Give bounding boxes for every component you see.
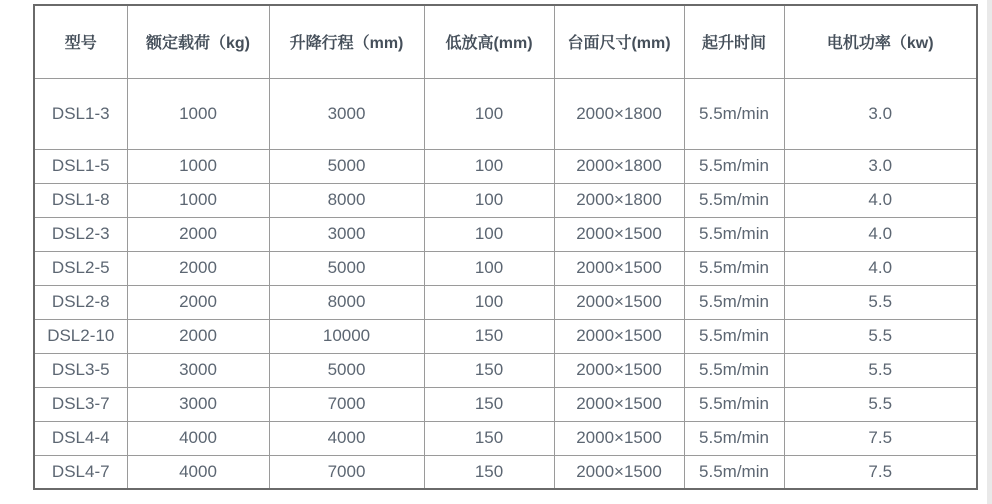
cell-rated-load: 3000 [127,353,269,387]
cell-model: DSL1-8 [34,183,127,217]
table-row [34,78,977,149]
table-header [34,5,977,78]
cell-rated-load: 1000 [127,183,269,217]
cell-motor-power: 4.0 [784,183,977,217]
cell-platform-size: 2000×1500 [554,353,684,387]
cell-platform-size: 2000×1500 [554,251,684,285]
column-header-platform-size: 台面尺寸(mm) [554,5,684,78]
table-row [34,421,977,455]
cell-lowered-height: 150 [424,455,554,489]
cell-model: DSL1-3 [34,78,127,149]
cell-lift-time: 5.5m/min [684,421,784,455]
cell-lift-time: 5.5m/min [684,353,784,387]
cell-platform-size: 2000×1800 [554,78,684,149]
cell-lift-time: 5.5m/min [684,149,784,183]
cell-model: DSL4-7 [34,455,127,489]
table-row [34,285,977,319]
cell-lift-stroke: 3000 [269,78,424,149]
cell-platform-size: 2000×1500 [554,285,684,319]
cell-lowered-height: 150 [424,353,554,387]
cell-platform-size: 2000×1800 [554,149,684,183]
cell-motor-power: 5.5 [784,353,977,387]
table-row [34,183,977,217]
cell-platform-size: 2000×1500 [554,217,684,251]
table-row [34,251,977,285]
cell-motor-power: 4.0 [784,217,977,251]
column-header-rated-load: 额定载荷（kg) [127,5,269,78]
cell-lift-time: 5.5m/min [684,183,784,217]
cell-lift-stroke: 3000 [269,217,424,251]
cell-lowered-height: 100 [424,217,554,251]
cell-model: DSL3-7 [34,387,127,421]
lift-platform-spec-table [33,4,978,490]
cell-model: DSL2-3 [34,217,127,251]
cell-lowered-height: 150 [424,319,554,353]
cell-platform-size: 2000×1500 [554,387,684,421]
cell-model: DSL1-5 [34,149,127,183]
table-row [34,353,977,387]
table-row [34,455,977,489]
cell-lift-stroke: 5000 [269,251,424,285]
cell-lowered-height: 100 [424,285,554,319]
cell-motor-power: 5.5 [784,387,977,421]
cell-lift-stroke: 8000 [269,285,424,319]
cell-lift-stroke: 5000 [269,353,424,387]
column-header-lowered-height: 低放高(mm) [424,5,554,78]
cell-lowered-height: 100 [424,78,554,149]
cell-lift-time: 5.5m/min [684,251,784,285]
cell-lift-stroke: 7000 [269,387,424,421]
cell-rated-load: 1000 [127,149,269,183]
cell-rated-load: 2000 [127,217,269,251]
cell-lift-time: 5.5m/min [684,78,784,149]
cell-rated-load: 3000 [127,387,269,421]
cell-platform-size: 2000×1500 [554,455,684,489]
cell-motor-power: 7.5 [784,421,977,455]
cell-platform-size: 2000×1500 [554,319,684,353]
cell-motor-power: 3.0 [784,149,977,183]
cell-rated-load: 2000 [127,251,269,285]
table-row [34,387,977,421]
cell-lift-stroke: 8000 [269,183,424,217]
cell-model: DSL2-10 [34,319,127,353]
cell-model: DSL3-5 [34,353,127,387]
cell-rated-load: 4000 [127,455,269,489]
table-row [34,149,977,183]
cell-platform-size: 2000×1500 [554,421,684,455]
cell-lift-time: 5.5m/min [684,217,784,251]
cell-lowered-height: 100 [424,251,554,285]
cell-motor-power: 5.5 [784,285,977,319]
cell-rated-load: 1000 [127,78,269,149]
cell-model: DSL2-8 [34,285,127,319]
cell-rated-load: 2000 [127,285,269,319]
cell-motor-power: 5.5 [784,319,977,353]
cell-platform-size: 2000×1800 [554,183,684,217]
table-row [34,319,977,353]
table-body [34,78,977,489]
cell-lowered-height: 100 [424,183,554,217]
cell-lift-time: 5.5m/min [684,285,784,319]
cell-model: DSL2-5 [34,251,127,285]
column-header-lift-time: 起升时间 [684,5,784,78]
column-header-motor-power: 电机功率（kw) [784,5,977,78]
cell-rated-load: 4000 [127,421,269,455]
cell-lift-time: 5.5m/min [684,455,784,489]
column-header-lift-stroke: 升降行程（mm) [269,5,424,78]
cell-lowered-height: 150 [424,387,554,421]
column-header-model: 型号 [34,5,127,78]
cell-model: DSL4-4 [34,421,127,455]
cell-motor-power: 3.0 [784,78,977,149]
header-row [34,5,977,78]
table-row [34,217,977,251]
cell-lift-stroke: 5000 [269,149,424,183]
page-edge-strip [987,0,992,504]
cell-lift-time: 5.5m/min [684,319,784,353]
cell-motor-power: 7.5 [784,455,977,489]
cell-lift-time: 5.5m/min [684,387,784,421]
cell-lift-stroke: 4000 [269,421,424,455]
cell-rated-load: 2000 [127,319,269,353]
cell-lift-stroke: 10000 [269,319,424,353]
cell-motor-power: 4.0 [784,251,977,285]
cell-lowered-height: 150 [424,421,554,455]
cell-lowered-height: 100 [424,149,554,183]
cell-lift-stroke: 7000 [269,455,424,489]
